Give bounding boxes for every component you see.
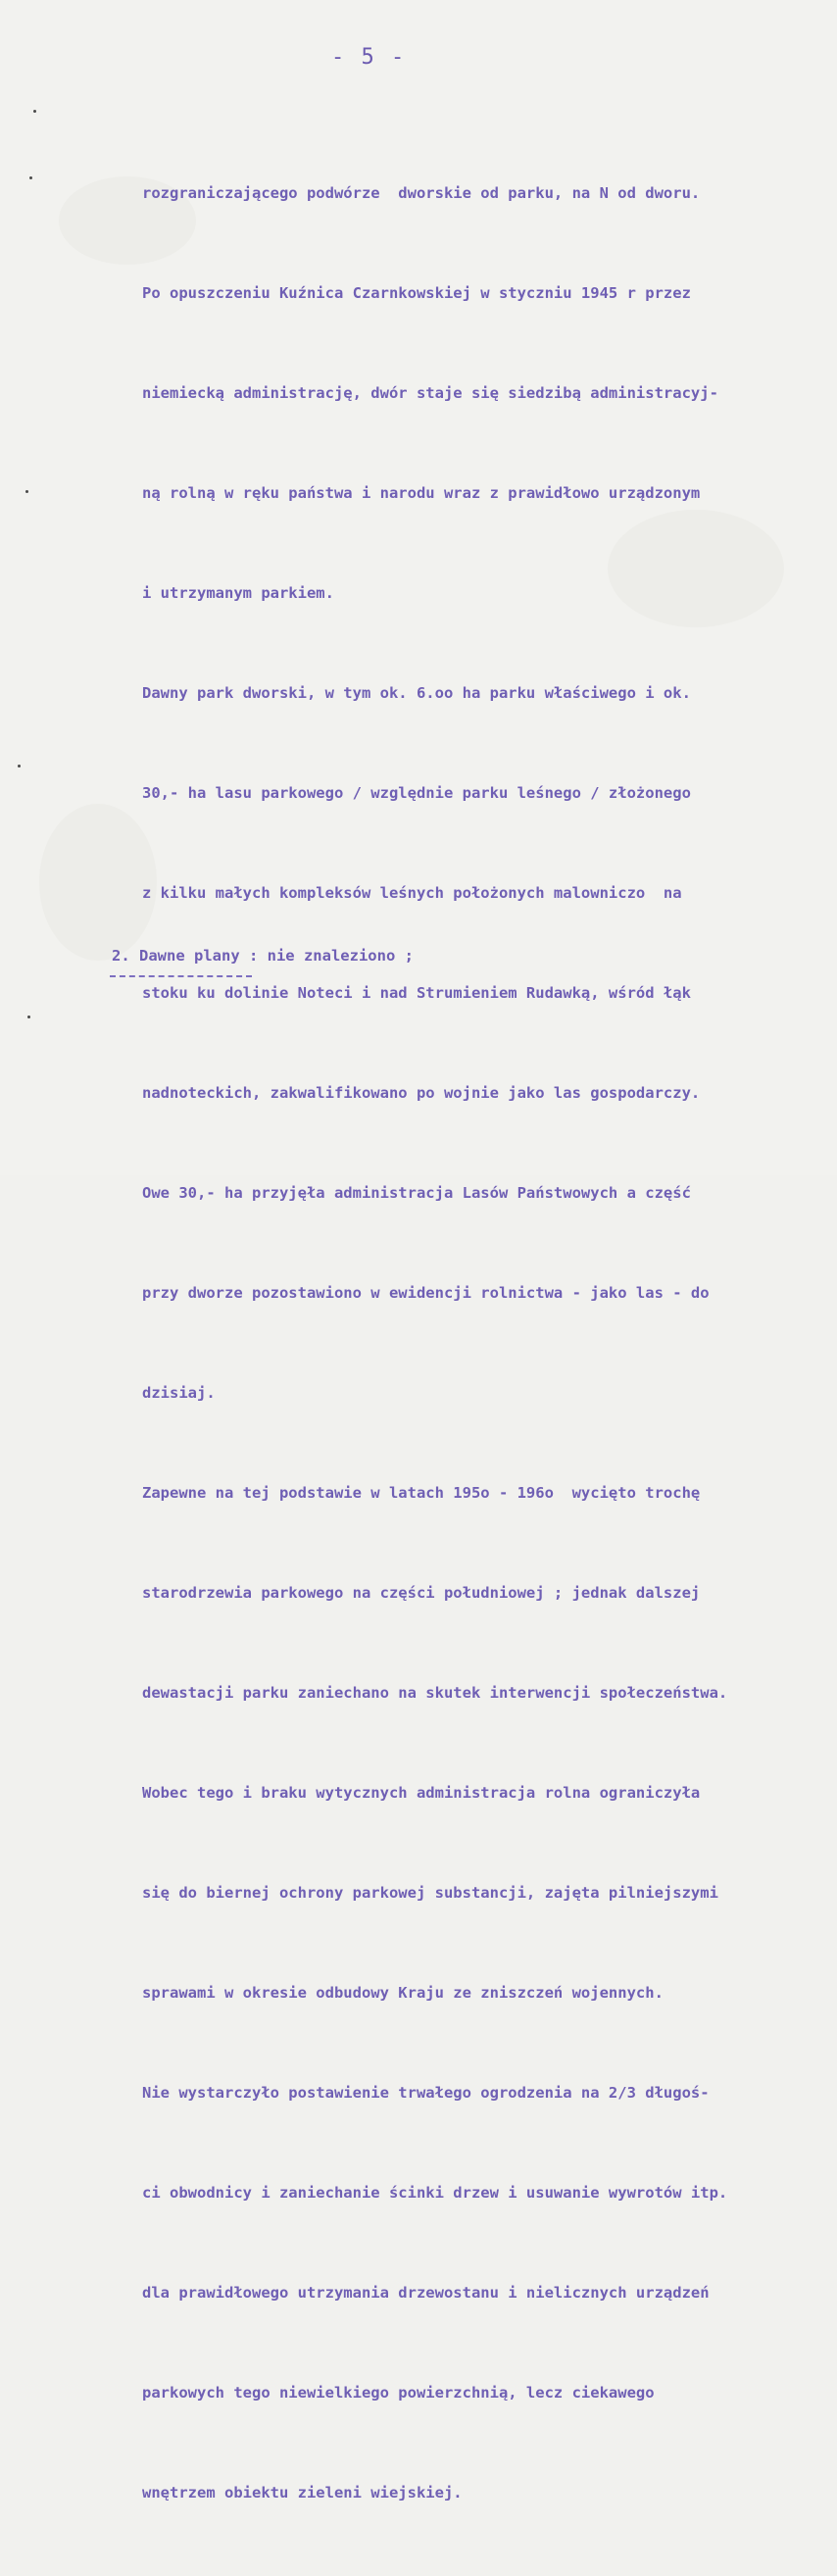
text-line: rozgraniczającego podwórze dworskie od parku, na N od dworu. bbox=[142, 184, 701, 202]
text-line: parkowych tego niewielkiego powierzchnią, lecz ciekawego bbox=[142, 2384, 655, 2402]
text-line: sprawami w okresie odbudowy Kraju ze zniszczeń wojennych. bbox=[142, 1984, 664, 2002]
text-line: i utrzymanym parkiem. bbox=[142, 584, 334, 602]
text-line: Zapewne na tej podstawie w latach 195o - 196o wycięto trochę bbox=[142, 1484, 701, 1502]
text-line: niemiecką administrację, dwór staje się siedzibą administracyj- bbox=[142, 384, 718, 402]
page-number: - 5 - bbox=[331, 45, 407, 70]
margin-mark bbox=[33, 110, 36, 113]
text-line: 30,- ha lasu parkowego / względnie parku leśnego / złożonego bbox=[142, 784, 691, 802]
text-line: Wobec tego i braku wytycznych administracja rolna ograniczyła bbox=[142, 1784, 701, 1802]
text-line: ną rolną w ręku państwa i narodu wraz z prawidłowo urządzonym bbox=[142, 484, 701, 502]
margin-mark bbox=[25, 490, 28, 493]
body-text bbox=[142, 110, 809, 2576]
text-line: Po opuszczeniu Kuźnica Czarnkowskiej w styczniu 1945 r przez bbox=[142, 284, 691, 302]
text-line: starodrzewia parkowego na części południowej ; jednak dalszej bbox=[142, 1584, 701, 1602]
text-line: nadnoteckich, zakwalifikowano po wojnie jako las gospodarczy. bbox=[142, 1084, 701, 1102]
margin-mark bbox=[29, 176, 32, 179]
margin-mark bbox=[18, 765, 21, 768]
heading-underline bbox=[110, 975, 252, 977]
text-line: Owe 30,- ha przyjęła administracja Lasów Państwowych a część bbox=[142, 1184, 691, 1202]
text-line: się do biernej ochrony parkowej substancji, zajęta pilniejszymi bbox=[142, 1884, 718, 1902]
section-heading: 2. Dawne plany : nie znaleziono ; bbox=[112, 947, 414, 965]
text-line: ci obwodnicy i zaniechanie ścinki drzew i usuwanie wywrotów itp. bbox=[142, 2184, 728, 2202]
paper-stain bbox=[39, 804, 157, 961]
text-line: stoku ku dolinie Noteci i nad Strumieniem Rudawką, wśród łąk bbox=[142, 984, 691, 1002]
text-line: dla prawidłowego utrzymania drzewostanu i nielicznych urządzeń bbox=[142, 2284, 710, 2302]
text-line: przy dworze pozostawiono w ewidencji rolnictwa - jako las - do bbox=[142, 1284, 710, 1302]
margin-mark bbox=[27, 1016, 30, 1018]
text-line: dzisiaj. bbox=[142, 1384, 216, 1402]
text-line: dewastacji parku zaniechano na skutek interwencji społeczeństwa. bbox=[142, 1684, 728, 1702]
text-line: Dawny park dworski, w tym ok. 6.oo ha parku właściwego i ok. bbox=[142, 684, 691, 702]
text-line: Nie wystarczyło postawienie trwałego ogrodzenia na 2/3 długoś- bbox=[142, 2084, 710, 2102]
text-line: wnętrzem obiektu zieleni wiejskiej. bbox=[142, 2484, 463, 2502]
text-line: z kilku małych kompleksów leśnych położonych malowniczo na bbox=[142, 884, 682, 902]
